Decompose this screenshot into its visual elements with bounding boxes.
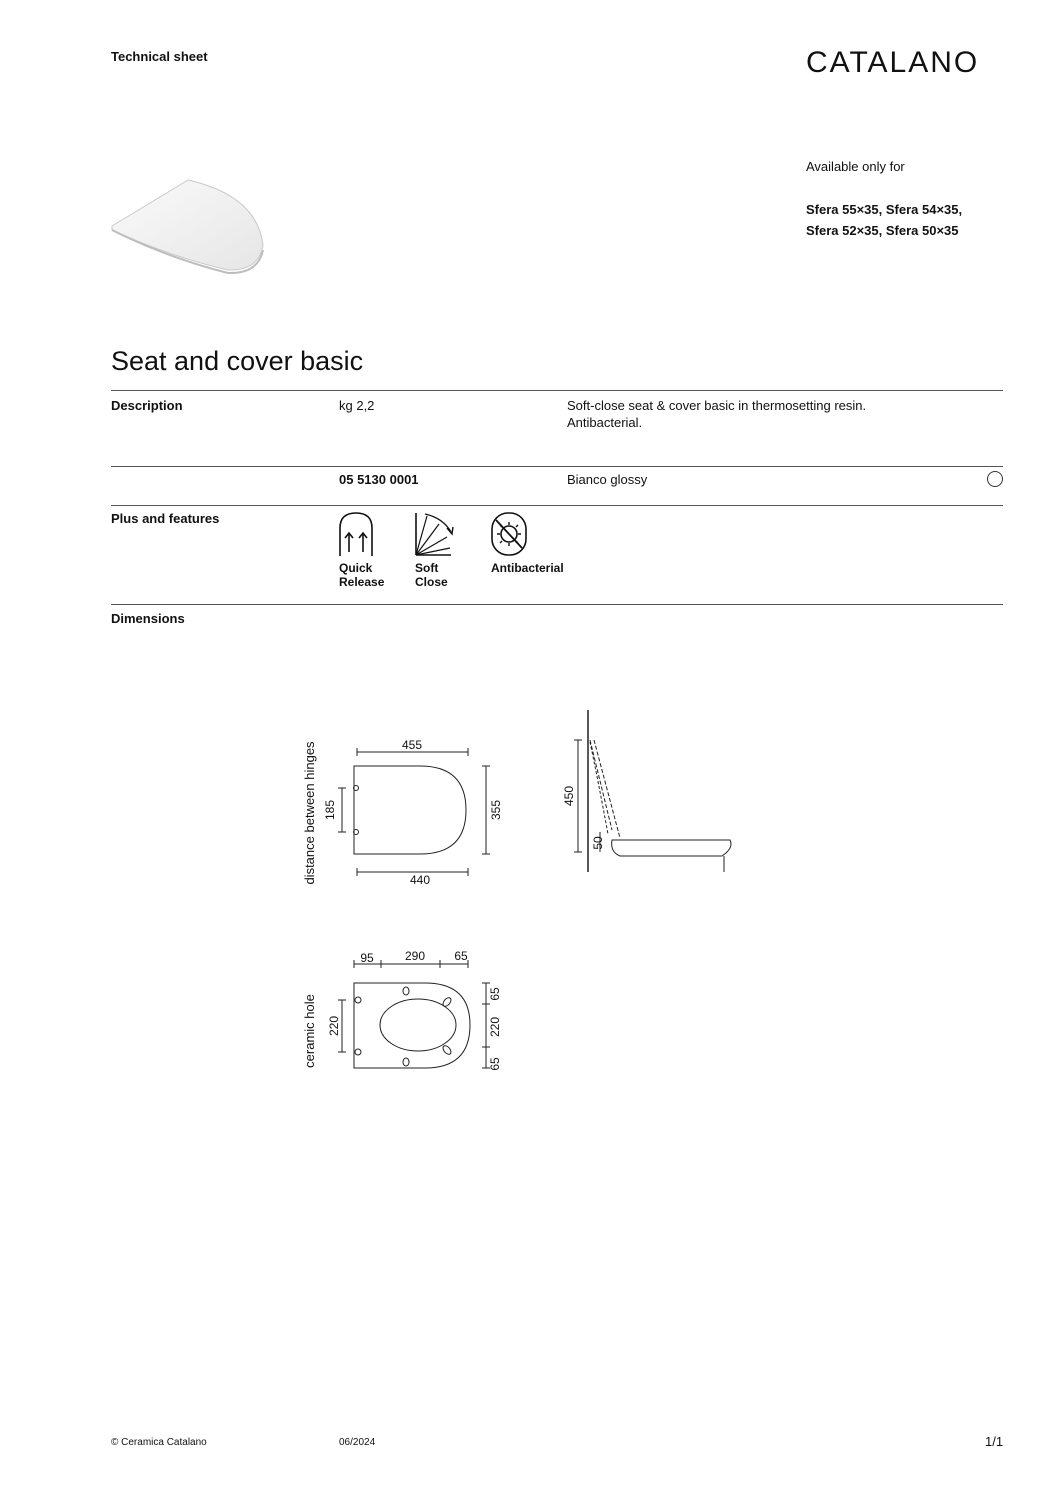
dim-hole-w2: 290 xyxy=(404,949,426,963)
page-number: 1/1 xyxy=(985,1434,1004,1449)
product-code: 05 5130 0001 xyxy=(339,472,419,487)
footer-date: 06/2024 xyxy=(339,1437,376,1448)
dimensions-label: Dimensions xyxy=(111,611,185,626)
soft-close-icon xyxy=(413,510,455,558)
divider xyxy=(111,505,1003,506)
dim-hinge-distance: 185 xyxy=(323,799,337,821)
features-label: Plus and features xyxy=(111,511,220,526)
divider xyxy=(111,390,1003,391)
description-label: Description xyxy=(111,398,183,413)
page-title: Seat and cover basic xyxy=(111,346,364,376)
dim-bottom-width: 440 xyxy=(409,873,431,887)
dim-hole-r3: 65 xyxy=(488,1057,502,1071)
antibacterial-icon xyxy=(489,510,529,558)
dim-hole-side-label: ceramic hole xyxy=(302,994,317,1068)
technical-drawing xyxy=(290,700,750,1090)
availability-label: Available only for xyxy=(806,159,905,174)
quick-release-icon xyxy=(337,510,377,558)
finish-name: Bianco glossy xyxy=(567,472,648,487)
feature-label: Release xyxy=(339,575,385,589)
divider xyxy=(111,604,1003,605)
dim-height: 450 xyxy=(562,785,576,807)
dim-side-label: distance between hinges xyxy=(302,741,317,885)
description-text-2: Antibacterial. xyxy=(567,415,643,430)
dim-hole-r2: 220 xyxy=(488,1016,502,1038)
feature-label: Soft xyxy=(415,561,439,575)
dim-hole-r1: 65 xyxy=(488,987,502,1001)
dim-hole-w1: 95 xyxy=(360,951,374,965)
feature-label: Close xyxy=(415,575,448,589)
dim-depth: 355 xyxy=(489,799,503,821)
feature-label: Antibacterial xyxy=(491,561,564,575)
finish-select-radio[interactable] xyxy=(987,471,1003,487)
models-line-1: Sfera 55×35, Sfera 54×35, xyxy=(806,202,963,217)
feature-label: Quick xyxy=(339,561,373,575)
footer-copyright: © Ceramica Catalano xyxy=(111,1437,207,1448)
dim-seat-height: 50 xyxy=(591,836,605,850)
description-text-1: Soft-close seat & cover basic in thermosetting resin. xyxy=(567,398,867,413)
dim-hole-distance: 220 xyxy=(327,1015,341,1037)
dim-hole-w3: 65 xyxy=(454,949,468,963)
product-image xyxy=(108,176,268,276)
weight-value: kg 2,2 xyxy=(339,398,375,413)
models-line-2: Sfera 52×35, Sfera 50×35 xyxy=(806,223,959,238)
doc-type-label: Technical sheet xyxy=(111,49,208,64)
divider xyxy=(111,466,1003,467)
brand-logo: CATALANO xyxy=(806,46,980,79)
dim-top-width: 455 xyxy=(401,738,423,752)
